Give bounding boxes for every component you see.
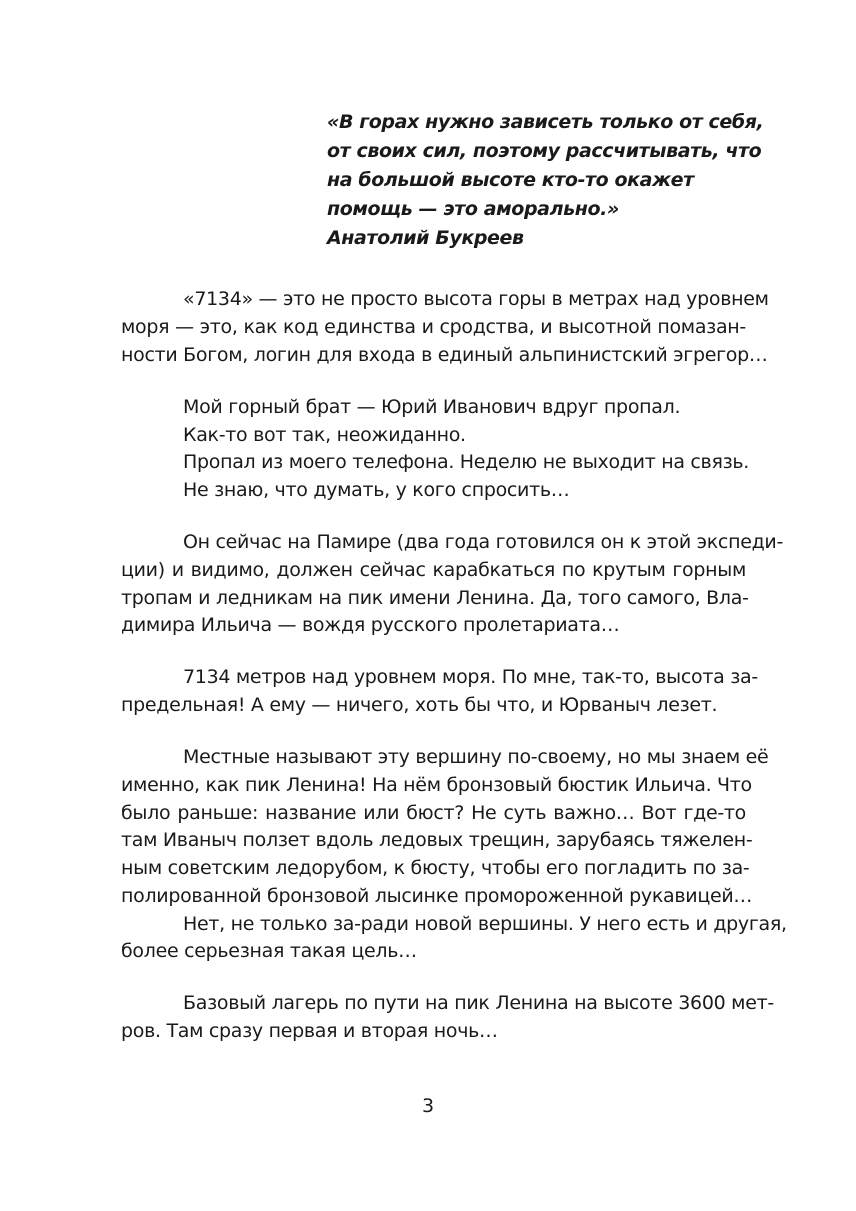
body-line: Не знаю, что думать, у кого спросить… bbox=[183, 479, 570, 501]
body-line: тропам и ледникам на пик имени Ленина. Да, того самого, Вла- bbox=[121, 587, 749, 609]
epigraph-line: от своих сил, поэтому рассчитывать, что bbox=[327, 140, 762, 162]
body-line: Местные называют эту вершину по-своему, но мы знаем её bbox=[183, 746, 769, 768]
epigraph-author: Анатолий Букреев bbox=[327, 227, 524, 249]
body-line: ров. Там сразу первая и вторая ночь… bbox=[121, 1020, 498, 1042]
body-line: Нет, не только за-ради новой вершины. У него есть и другая, bbox=[183, 913, 787, 935]
body-line: 7134 метров над уровнем моря. По мне, так-то, высота за- bbox=[183, 666, 758, 688]
epigraph bbox=[327, 108, 767, 253]
body-line: предельная! А ему — ничего, хоть бы что, и Юрваныч лезет. bbox=[121, 694, 718, 716]
page-number: 3 bbox=[421, 1095, 435, 1117]
body-line: там Иваныч ползет вдоль ледовых трещин, зарубаясь тяжелен- bbox=[121, 829, 753, 851]
body-line: моря — это, как код единства и сродства, и высотной помазан- bbox=[121, 316, 746, 338]
body-line: «7134» — это не просто высота горы в метрах над уровнем bbox=[183, 288, 769, 310]
body-line: более серьезная такая цель… bbox=[121, 940, 417, 962]
epigraph-line: «В горах нужно зависеть только от себя, bbox=[327, 111, 764, 133]
body-line: Как-то вот так, неожиданно. bbox=[183, 424, 466, 446]
body-line: Пропал из моего телефона. Неделю не выходит на связь. bbox=[183, 451, 750, 473]
epigraph-line: помощь — это аморально.» bbox=[327, 198, 619, 220]
body-line: именно, как пик Ленина! На нём бронзовый бюстик Ильича. Что bbox=[121, 774, 752, 796]
body-line: было раньше: название или бюст? Не суть важно… Вот где-то bbox=[121, 802, 746, 824]
body-line: полированной бронзовой лысинке промороженной рукавицей… bbox=[121, 885, 753, 907]
epigraph-line: на большой высоте кто-то окажет bbox=[327, 169, 694, 191]
body-line: Мой горный брат — Юрий Иванович вдруг пропал. bbox=[183, 396, 681, 418]
body-line: ции) и видимо, должен сейчас карабкаться по крутым горным bbox=[121, 559, 746, 581]
body-line: димира Ильича — вождя русского пролетариата… bbox=[121, 614, 620, 636]
body-line: ности Богом, логин для входа в единый альпинистский эгрегор… bbox=[121, 344, 768, 366]
body-line: Он сейчас на Памире (два года готовился он к этой экспеди- bbox=[183, 531, 784, 553]
body-line: Базовый лагерь по пути на пик Ленина на высоте 3600 мет- bbox=[183, 992, 774, 1014]
body-line: ным советским ледорубом, к бюсту, чтобы его погладить по за- bbox=[121, 857, 750, 879]
